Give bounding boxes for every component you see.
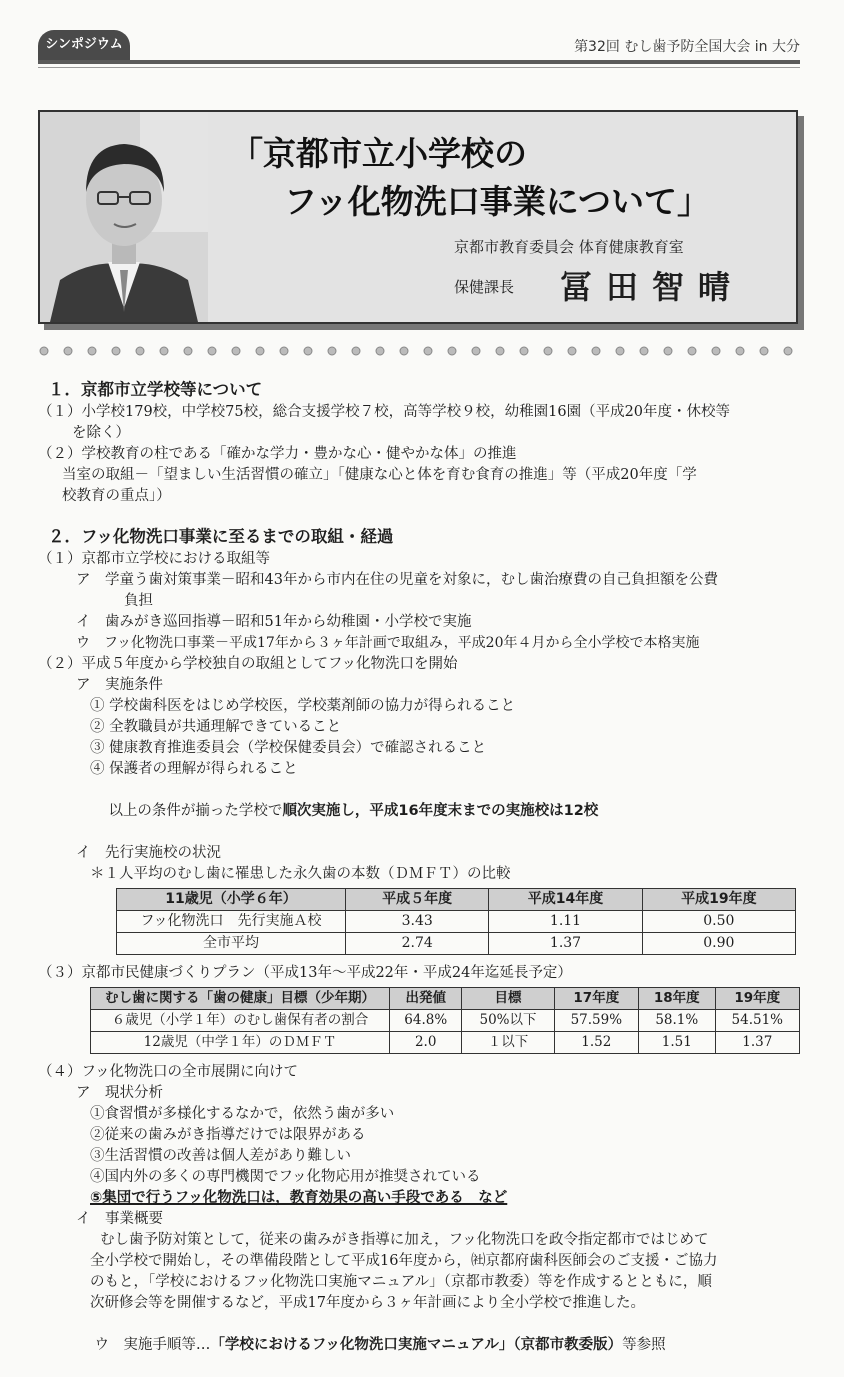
table-header: 平成５年度 [346,889,489,911]
section-tag: シンポジウム [38,30,130,60]
speaker-photo [40,112,208,322]
table-header: 17年度 [554,988,638,1010]
body-line: ② 全教職員が共通理解できていること [90,719,342,735]
author-org: 京都市教育委員会 体育健康教育室 [454,238,684,256]
table-cell: フッ化物洗口 先行実施Ａ校 [117,911,346,933]
table-cell: 64.8% [390,1010,462,1032]
table-cell: 2.0 [390,1032,462,1054]
body-line: ア 実施条件 [76,677,163,693]
table-cell: 1.37 [715,1032,799,1054]
table-cell: 0.90 [642,933,795,955]
table-header: 平成14年度 [489,889,642,911]
body-line: 校教育の重点」） [62,488,171,504]
article-body [38,378,808,1377]
body-line: 次研修会等を開催するなど，平成17年度から３ヶ年計画により全小学校で推進した。 [90,1295,645,1311]
table-cell: 54.51% [715,1010,799,1032]
table-cell: 1.11 [489,911,642,933]
section-heading-1: １．京都市立学校等について [48,380,263,399]
table-header: 11歳児（小学６年） [117,889,346,911]
body-line: ②従来の歯みがき指導だけでは限界がある [90,1127,366,1143]
body-line: （２）平成５年度から学校独自の取組としてフッ化物洗口を開始 [38,656,458,672]
table-cell: 全市平均 [117,933,346,955]
body-line: 負担 [124,593,153,609]
body-line: むし歯予防対策として，従来の歯みがき指導に加え，フッ化物洗口を政令指定都市ではじめて [100,1232,709,1248]
author-role: 保健課長 [454,278,515,296]
body-line: イ 事業概要 [76,1211,163,1227]
body-line: ア 現状分析 [76,1085,163,1101]
table-cell: 3.43 [346,911,489,933]
body-line: 以上の条件が揃った学校で順次実施し，平成16年度末までの実施校は12校 [108,803,599,819]
table-cell: 12歳児（中学１年）のＤＭＦＴ [91,1032,390,1054]
table-cell: 1.37 [489,933,642,955]
table-cell: 57.59% [554,1010,638,1032]
table-header: むし歯に関する「歯の健康」目標（少年期） [91,988,390,1010]
table-cell: ６歳児（小学１年）のむし歯保有者の割合 [91,1010,390,1032]
table-cell: 58.1% [639,1010,716,1032]
body-line: （２）学校教育の柱である「確かな学力・豊かな心・健やかな体」の推進 [38,446,517,462]
body-line: ① 学校歯科医をはじめ学校医，学校薬剤師の協力が得られること [90,698,516,714]
body-line: 当室の取組－「望ましい生活習慣の確立」「健康な心と体を育む食育の推進」等（平成20年度「学 [62,467,697,483]
body-line-emphasis: ⑤集団で行うフッ化物洗口は，教育効果の高い手段である など [90,1190,508,1206]
title-box [38,110,798,324]
body-line: （４）フッ化物洗口の全市展開に向けて [38,1064,298,1080]
table-header: 平成19年度 [642,889,795,911]
table-cell: 1.51 [639,1032,716,1054]
body-line: （１）小学校179校，中学校75校，総合支援学校７校，高等学校９校，幼稚園16園（平成20年度・休校等 [38,404,731,420]
table-cell: 50%以下 [462,1010,554,1032]
header-rule-thin [38,67,800,68]
body-line: イ 先行実施校の状況 [76,845,221,861]
body-line: ア 学童う歯対策事業－昭和43年から市内在住の児童を対象に，むし歯治療費の自己負担額を公費 [76,572,718,588]
body-line: ④ 保護者の理解が得られること [90,761,298,777]
table-header: 出発値 [390,988,462,1010]
body-line: ③ 健康教育推進委員会（学校保健委員会）で確認されること [90,740,487,756]
body-line: ③生活習慣の改善は個人差があり難しい [90,1148,351,1164]
table-row [117,933,796,955]
body-line: ＊１人平均のむし歯に罹患した永久歯の本数（ＤＭＦＴ）の比較 [90,866,511,882]
table-cell: 0.50 [642,911,795,933]
body-line: （１）京都市立学校における取組等 [38,551,270,567]
author-name: 冨田智晴 [560,268,745,306]
dot-divider [38,344,798,358]
table-header: 目標 [462,988,554,1010]
table-cell: 2.74 [346,933,489,955]
body-line: イ 歯みがき巡回指導－昭和51年から幼稚園・小学校で実施 [76,614,472,630]
article-title: 「京都市立小学校の フッ化物洗口事業について」 [230,134,711,221]
event-title: 第32回 むし歯予防全国大会 in 大分 [574,39,800,55]
table-row [91,1010,800,1032]
table-header: 19年度 [715,988,799,1010]
health-plan-table [90,987,800,1054]
body-line: ウ 実施手順等…「学校におけるフッ化物洗口実施マニュアル」（京都市教委版）等参照 [94,1337,666,1353]
dmft-table [116,888,796,955]
table-row [91,1032,800,1054]
body-line: ①食習慣が多様化するなかで，依然う歯が多い [90,1106,395,1122]
body-line: を除く） [72,425,130,441]
section-heading-2: ２．フッ化物洗口事業に至るまでの取組・経過 [48,527,394,546]
body-line: ウ フッ化物洗口事業－平成17年から３ヶ年計画で取組み，平成20年４月から全小学校で本格実施 [76,635,700,651]
body-line: のもと，「学校におけるフッ化物洗口実施マニュアル」（京都市教委）等を作成するとともに，順 [90,1274,712,1290]
table-row [117,911,796,933]
table-header: 18年度 [639,988,716,1010]
table-cell: 1.52 [554,1032,638,1054]
header-rule [38,60,800,64]
body-line: ④国内外の多くの専門機関でフッ化物応用が推奨されている [90,1169,481,1185]
body-line: （３）京都市民健康づくりプラン（平成13年～平成22年・平成24年迄延長予定） [38,965,572,981]
body-line: 全小学校で開始し，その準備段階として平成16年度から，㈳京都府歯科医師会のご支援・ご協力 [90,1253,718,1269]
table-cell: １以下 [462,1032,554,1054]
